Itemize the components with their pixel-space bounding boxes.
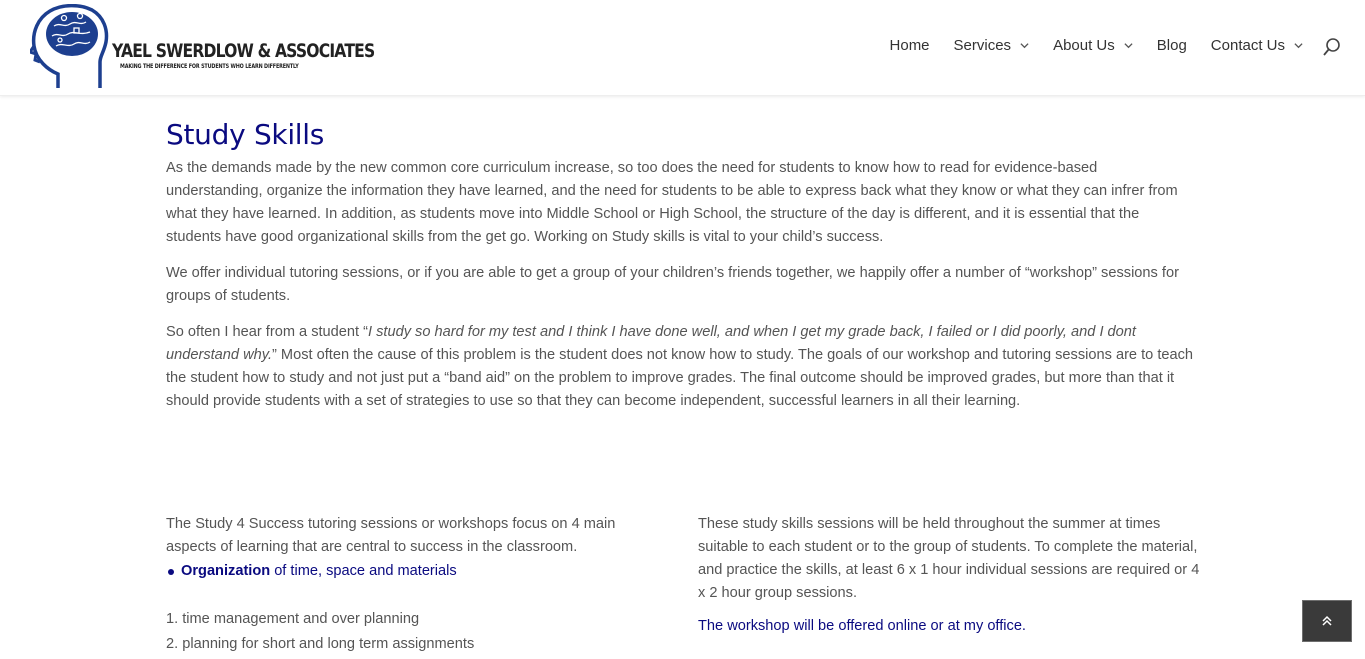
right-column xyxy=(698,513,1203,634)
chevron-down-icon xyxy=(1020,41,1029,50)
student-quote: I study so hard for my test and I think I have done well, and when I get my grade back, I failed or I did poorly, and I dont understand why. xyxy=(166,324,1136,363)
bullet-text: of time, space and materials xyxy=(274,563,457,579)
site-header xyxy=(0,0,1365,96)
tutoring-paragraph: We offer individual tutoring sessions, or if you are able to get a group of your children’s friends together, we happily offer a number of “workshop” sessions for groups of students. xyxy=(166,265,1179,304)
steps-list xyxy=(166,607,666,656)
workshop-online-link[interactable]: The workshop will be offered online or at my office. xyxy=(698,618,1026,634)
brand-tagline: MAKING THE DIFFERENCE FOR STUDENTS WHO LEARN DIFFERENTLY xyxy=(120,62,299,70)
nav-about-us[interactable] xyxy=(1053,37,1133,54)
list-item xyxy=(168,560,666,583)
nav-contact-us[interactable] xyxy=(1211,37,1303,54)
brain-head-icon xyxy=(30,4,110,90)
chevron-up-icon xyxy=(1321,615,1333,627)
nav-home-label: Home xyxy=(889,37,930,54)
back-to-top-button[interactable] xyxy=(1302,600,1352,642)
nav-services-label: Services xyxy=(953,37,1012,54)
left-column xyxy=(166,513,666,656)
quote-lead: So often I hear from a student “ xyxy=(166,324,368,340)
student-quote-paragraph xyxy=(166,321,1196,413)
list-item: 2. planning for short and long term assignments xyxy=(166,635,475,652)
chevron-down-icon xyxy=(1294,41,1303,50)
nav-blog[interactable] xyxy=(1157,37,1187,54)
nav-home[interactable] xyxy=(890,37,930,54)
nav-blog-label: Blog xyxy=(1156,37,1187,54)
page-title: Study Skills xyxy=(166,118,325,151)
quote-rest: ” Most often the cause of this problem is the student does not know how to study. The goals of our workshop and tutoring sessions are to teach the student how to study and not just put a “band aid” on the problem to improve grades. The final outcome should be improved grades, but more than that it should provide students with a set of strategies to use so that they can become independent, successful learners in all their learning. xyxy=(166,347,1194,409)
main-nav xyxy=(866,37,1303,54)
search-icon[interactable] xyxy=(1322,37,1342,57)
aspects-intro: The Study 4 Success tutoring sessions or workshops focus on 4 main aspects of learning that are central to success in the classroom. xyxy=(166,516,616,555)
brand-name: YAEL SWERDLOW & ASSOCIATES xyxy=(112,40,375,62)
list-item: 1. time management and over planning xyxy=(166,611,420,627)
bullet-icon xyxy=(168,569,174,575)
bullet-bold: Organization xyxy=(181,563,271,579)
site-logo[interactable] xyxy=(30,4,375,90)
nav-about-us-label: About Us xyxy=(1053,37,1115,54)
intro-paragraph: As the demands made by the new common core curriculum increase, so too does the need for students to know how to read for evidence-based understanding, organize the information they have learned, and the need for students to be able to express back what they know or what they can infrer from what they have learned. In addition, as students move into Middle School or High School, the structure of the day is different, and it is essential that the students have good organizational skills from the get go. Working on Study skills is vital to your child’s success. xyxy=(166,160,1178,245)
nav-services[interactable] xyxy=(954,37,1030,54)
main-content xyxy=(166,118,1196,426)
sessions-text: These study skills sessions will be held throughout the summer at times suitable to each student or to the group of students. To complete the material, and practice the skills, at least 6 x 1 hour individual sessions are required or 4 x 2 hour group sessions. xyxy=(698,516,1200,601)
chevron-down-icon xyxy=(1124,41,1133,50)
nav-contact-us-label: Contact Us xyxy=(1210,37,1285,54)
